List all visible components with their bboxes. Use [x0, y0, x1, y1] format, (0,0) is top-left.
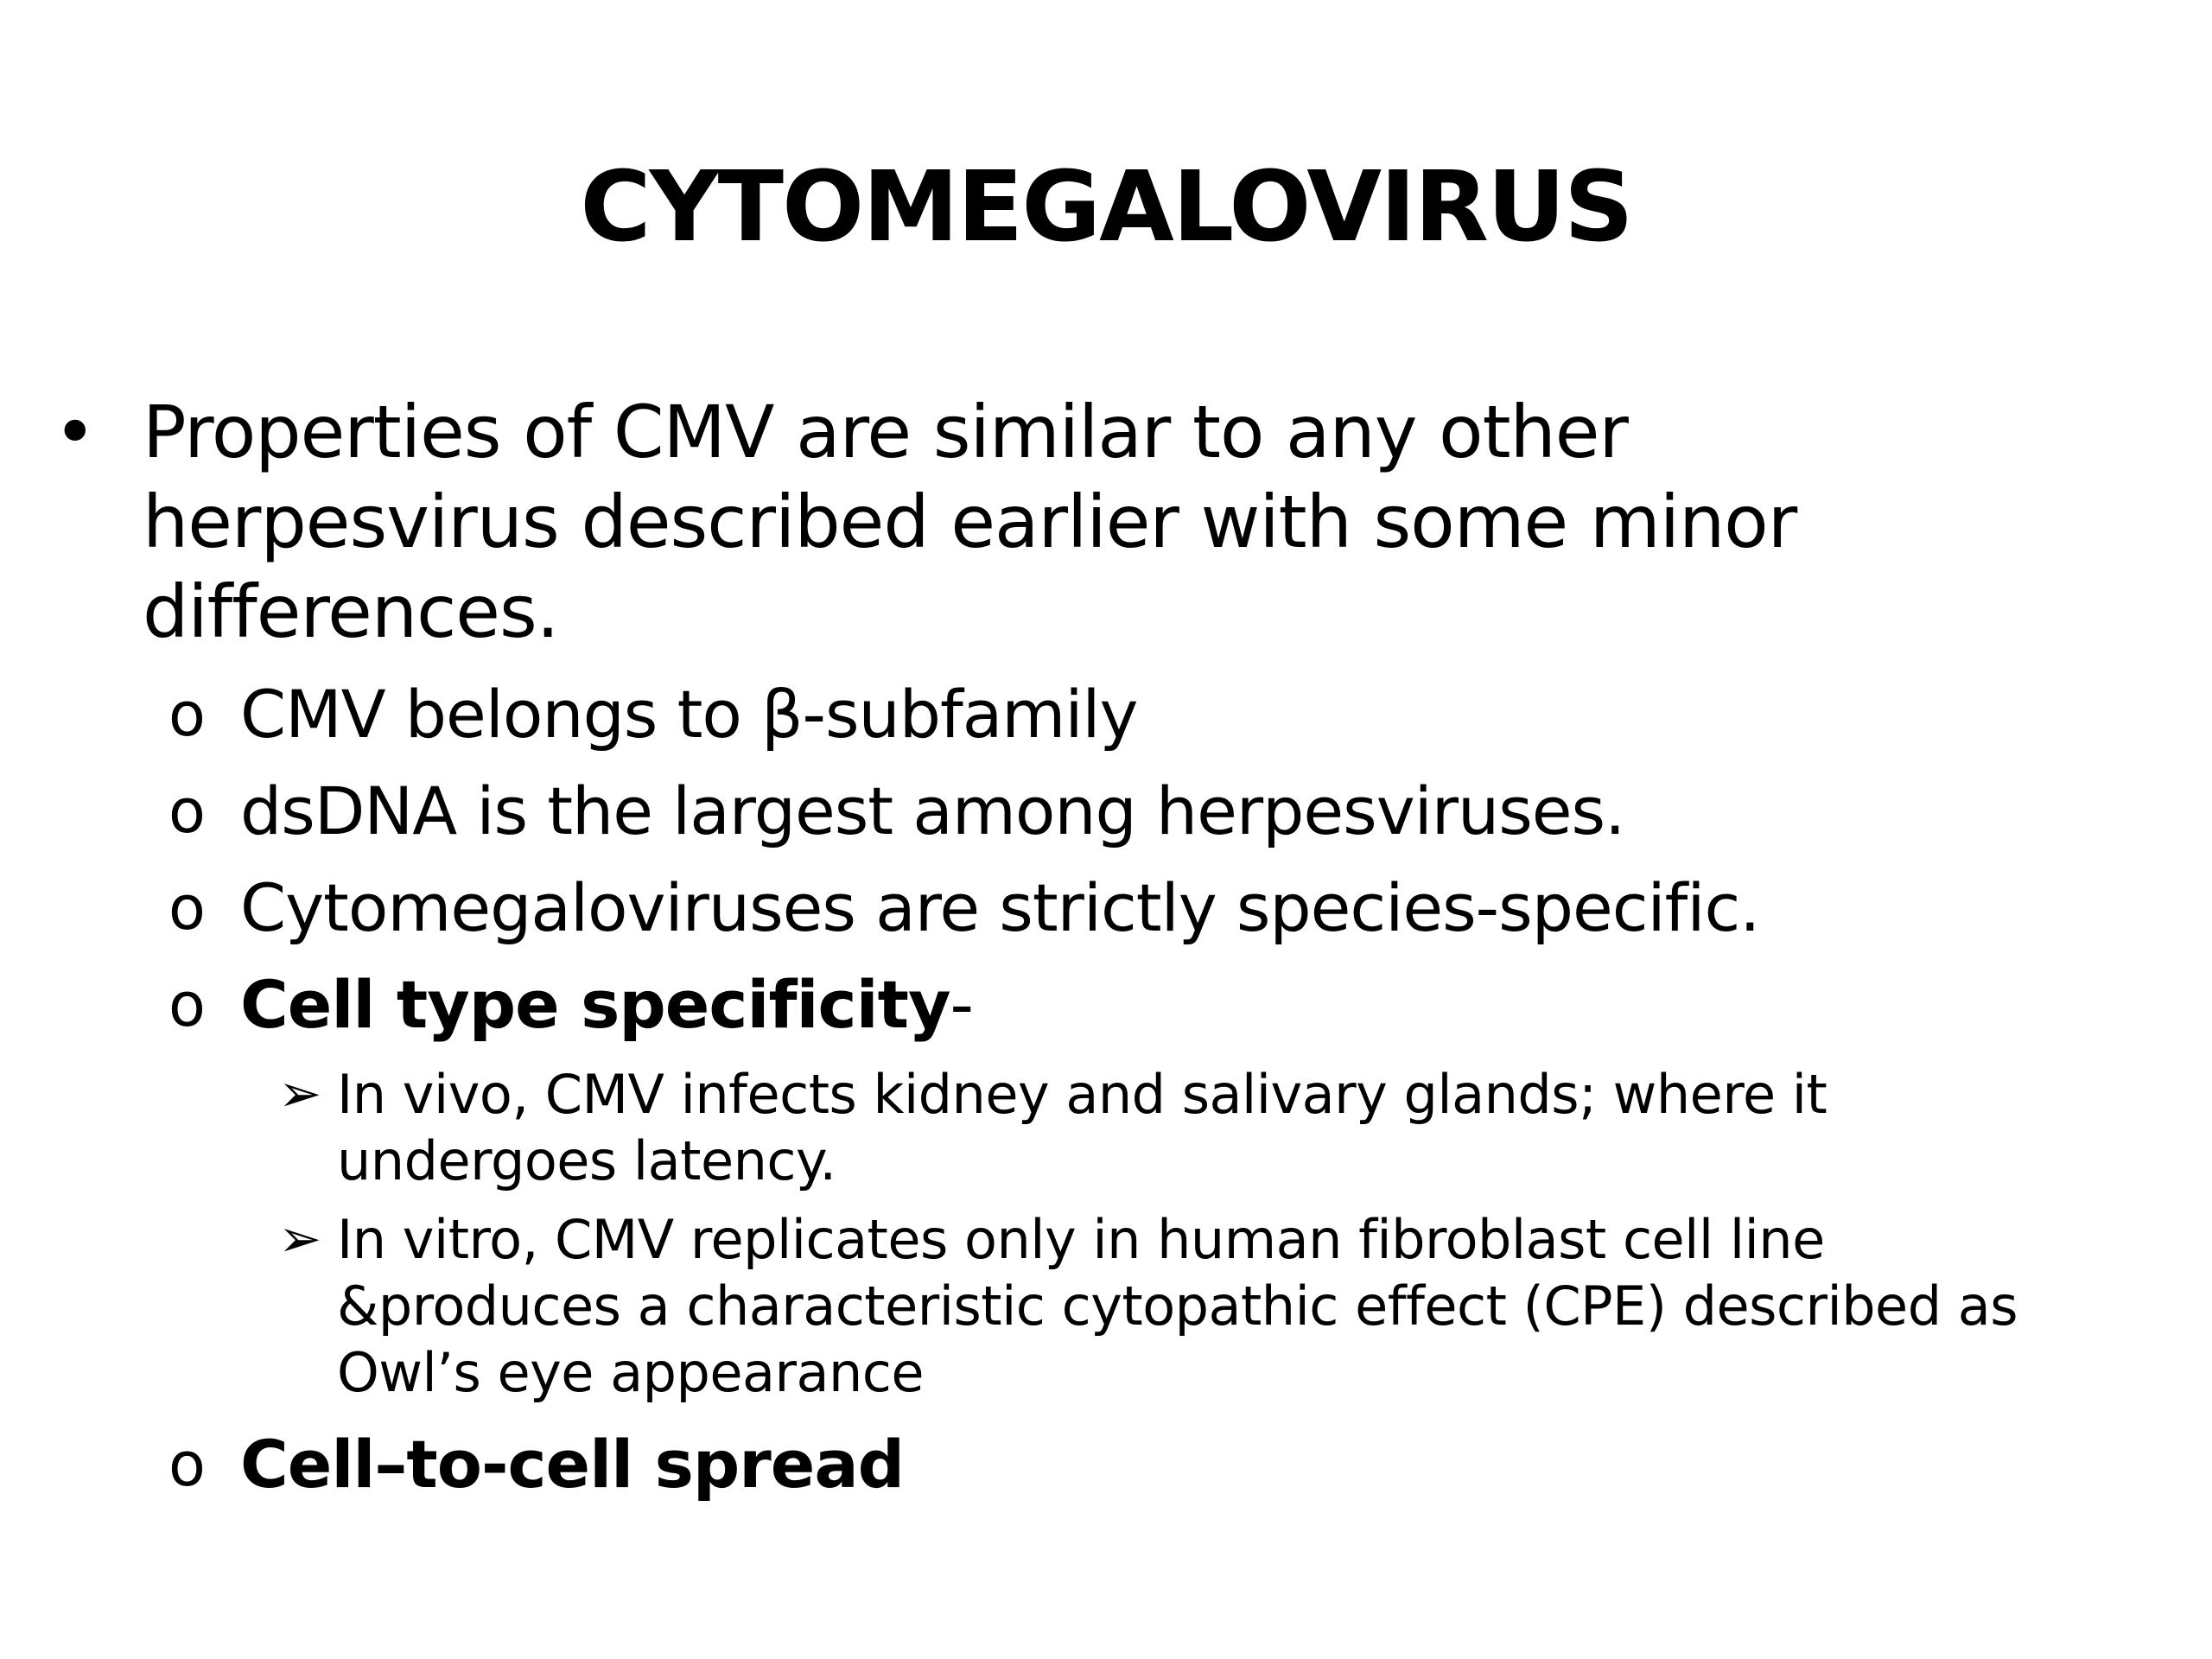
- sub-bullet-marker: o: [168, 969, 206, 1040]
- sub-bullet-text: Cytomegaloviruses are strictly species-specific.: [240, 869, 1760, 946]
- sub-bullet-marker: o: [168, 1429, 206, 1500]
- sub-sub-bullet-line: In vitro, CMV replicates only in human fibroblast cell line: [337, 1208, 1825, 1271]
- sub-bullet-suffix: -: [950, 966, 973, 1043]
- arrow-bullet-icon: ➢: [278, 1209, 322, 1269]
- sub-bullet-heading: [240, 957, 973, 1052]
- sub-bullet-text: CMV belongs to β-subfamily: [240, 676, 1138, 753]
- sub-sub-bullet-line: Owl’s eye appearance: [337, 1341, 924, 1404]
- bullet-marker: •: [54, 390, 97, 474]
- sub-bullet-marker: o: [168, 776, 206, 847]
- bullet-line: differences.: [143, 569, 559, 654]
- arrow-bullet-icon: ➢: [278, 1064, 322, 1124]
- sub-bullet-bold-text: Cell–to-cell spread: [240, 1426, 905, 1503]
- sub-sub-bullet-line: In vivo, CMV infects kidney and salivary glands; where it: [337, 1063, 1827, 1126]
- sub-bullet-marker: o: [168, 679, 206, 750]
- sub-sub-bullet-line: undergoes latency.: [337, 1129, 836, 1192]
- sub-bullet-text: dsDNA is the largest among herpesviruses.: [240, 772, 1625, 849]
- sub-bullet-marker: o: [168, 873, 206, 944]
- bullet-line: Properties of CMV are similar to any other: [143, 390, 1628, 474]
- sub-bullet-bold-text: Cell type specificity: [240, 966, 950, 1043]
- sub-sub-bullet-line: &produces a characteristic cytopathic effect (CPE) described as: [337, 1274, 2018, 1338]
- bullet-line: herpesvirus described earlier with some minor: [143, 480, 1797, 564]
- slide-title: CYTOMEGALOVIRUS: [580, 151, 1632, 264]
